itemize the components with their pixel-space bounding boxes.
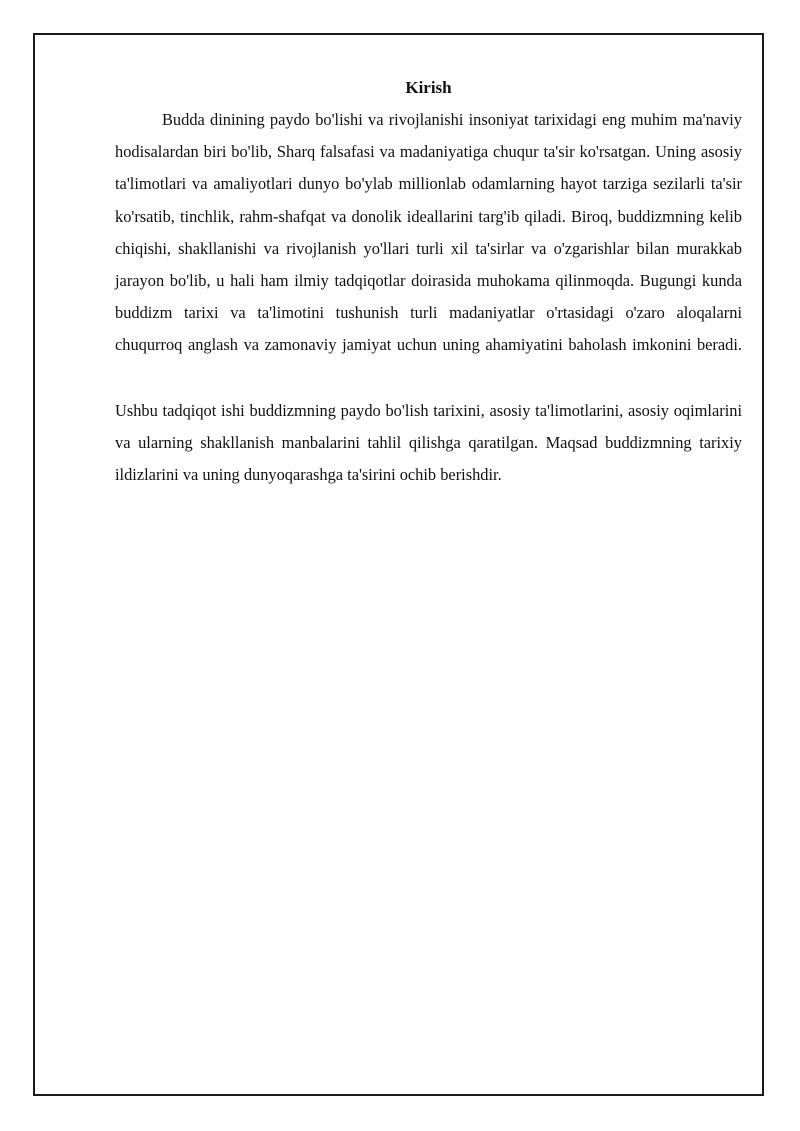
page-title: Kirish [405,78,452,97]
document-body [115,74,742,491]
paragraph-intro: Budda dinining paydo bo'lishi va rivojlanishi insoniyat tarixidagi eng muhim ma'naviy hodisalardan biri bo'lib, Sharq falsafasi va madaniyatiga chuqur ta'sir ko'rsatgan. Uning asosiy ta'limotlari va amaliyotlari dunyo bo'ylab millionlab odamlarning hayot tarziga sezilarli ta'sir ko'rsatib, tinchlik, rahm-shafqat va donolik ideallarini targ'ib qiladi. Biroq, buddizmning kelib chiqishi, shakllanishi va rivojlanish yo'llari turli xil ta'sirlar va o'zgarishlar bilan murakkab jarayon bo'lib, u hali ham ilmiy tadqiqotlar doirasida muhokama qilinmoqda. Bugungi kunda buddizm tarixi va ta'limotini tushunish turli madaniyatlar o'rtasidagi o'zaro aloqalarni chuqurroq anglash va zamonaviy jamiyat uchun uning ahamiyatini baholash imkonini beradi. [115,110,742,355]
paragraph-goal: Ushbu tadqiqot ishi buddizmning paydo bo'lish tarixini, asosiy ta'limotlarini, asosiy oqimlarini va ularning shakllanish manbalarini tahlil qilishga qaratilgan. Maqsad buddizmning tarixiy ildizlarini va uning dunyoqarashga ta'sirini ochib berishdir. [115,400,742,485]
